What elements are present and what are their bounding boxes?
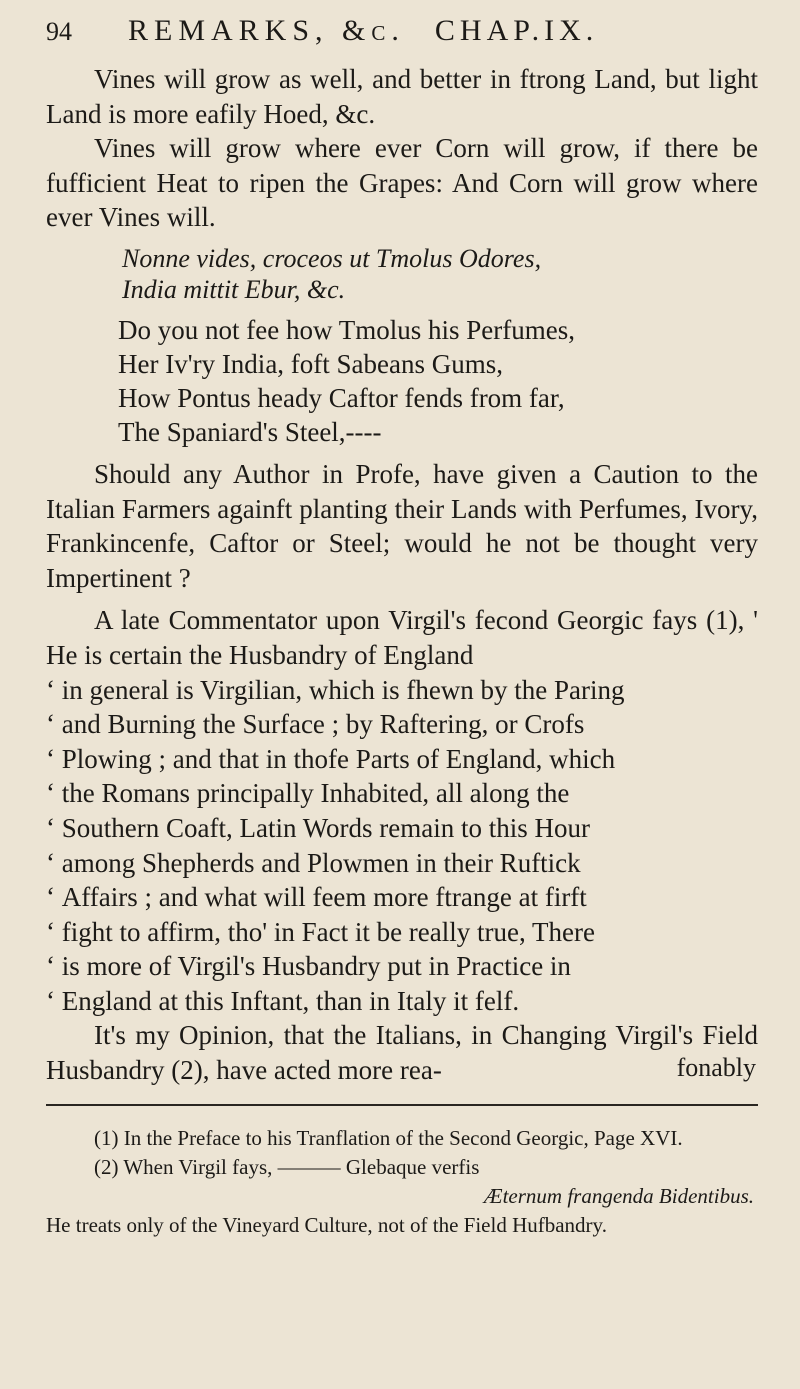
latin-verse-line: Nonne vides, croceos ut Tmolus Odores, (122, 243, 542, 273)
footnote-2: (2) When Virgil fays, ——— Glebaque verfis (94, 1154, 480, 1179)
footnote-2-latin: Æternum frangenda Bidentibus. (483, 1183, 754, 1208)
paragraph-3: Should any Author in Profe, have given a Caution to the Italian Farmers againft planting their Lands with Perfumes, Ivory, Frankincenfe, Caftor or Steel; would he not be thought very Impertinent ? (46, 458, 758, 593)
catchword: fonably (676, 1053, 756, 1082)
quoted-line: ‘ England at this Inftant, than in Italy it felf. (46, 984, 758, 1019)
chapter-heading: CHAP.IX. (434, 14, 599, 47)
quoted-line: ‘ is more of Virgil's Husbandry put in Practice in (46, 949, 758, 984)
footnotes (46, 1124, 758, 1240)
latin-verse (46, 243, 758, 305)
latin-verse-line: India mittit Ebur, &c. (122, 274, 346, 304)
quoted-line: ‘ in general is Virgilian, which is fhewn by the Paring (46, 673, 758, 708)
paragraph-2: Vines will grow where ever Corn will grow, if there be fufficient Heat to ripen the Grapes: And Corn will grow where ever Vines will. (46, 133, 758, 233)
quoted-line: ‘ fight to affirm, tho' in Fact it be really true, There (46, 915, 758, 950)
paragraph-5: It's my Opinion, that the Italians, in Changing Virgil's Field Husbandry (2), have acted more rea- (46, 1020, 758, 1086)
quoted-line: ‘ among Shepherds and Plowmen in their Ruftick (46, 846, 758, 881)
english-verse (46, 313, 758, 449)
quoted-line: ‘ the Romans principally Inhabited, all along the (46, 776, 758, 811)
paragraph-4-intro: A late Commentator upon Virgil's fecond Georgic fays (1), ' He is certain the Husbandry of England (46, 605, 758, 670)
quoted-line: ‘ Affairs ; and what will feem more ftrange at firft (46, 880, 758, 915)
quoted-line: ‘ Southern Coaft, Latin Words remain to this Hour (46, 811, 758, 846)
english-verse-line: Her Iv'ry India, foft Sabeans Gums, (118, 348, 504, 379)
footnote-1: (1) In the Preface to his Tranflation of the Second Georgic, Page XVI. (94, 1125, 683, 1150)
quoted-line: ‘ and Burning the Surface ; by Raftering, or Crofs (46, 707, 758, 742)
english-verse-line: Do you not fee how Tmolus his Perfumes, (118, 314, 575, 345)
main-text (46, 62, 758, 1088)
page-number: 94 (46, 17, 72, 46)
commentator-quote (46, 603, 758, 1018)
footnote-2-rest: He treats only of the Vineyard Culture, not of the Field Hufbandry. (46, 1212, 607, 1237)
footnote-divider (46, 1104, 758, 1106)
running-title: REMARKS, &c. (128, 14, 405, 47)
page-header (46, 14, 758, 62)
english-verse-line: The Spaniard's Steel,---- (118, 416, 382, 447)
english-verse-line: How Pontus heady Caftor fends from far, (118, 382, 565, 413)
quoted-line: ‘ Plowing ; and that in thofe Parts of England, which (46, 742, 758, 777)
paragraph-1: Vines will grow as well, and better in ftrong Land, but light Land is more eafily Hoed, &c. (46, 64, 758, 129)
